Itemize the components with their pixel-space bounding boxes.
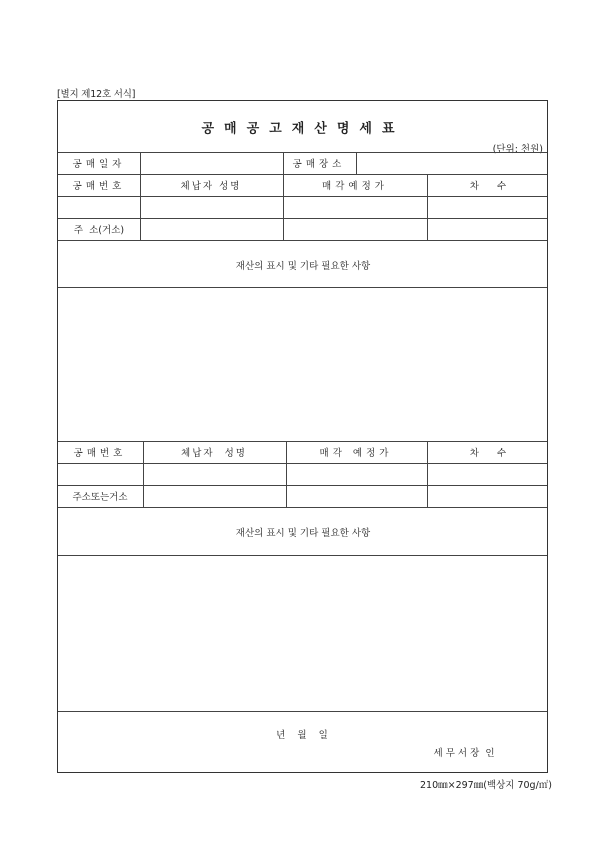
divider xyxy=(58,218,547,219)
auction-number-label: 공매번호 xyxy=(72,181,126,192)
divider xyxy=(356,152,357,174)
divider xyxy=(58,555,547,556)
divider xyxy=(140,174,141,240)
divider xyxy=(58,174,547,175)
planned-price-label: 매각예정가 xyxy=(322,181,388,192)
divider xyxy=(143,441,144,507)
divider xyxy=(283,174,284,240)
property-details-label-2: 재산의 표시 및 기타 필요한 사항 xyxy=(235,528,371,539)
form-number: [별지 제12호 서식] xyxy=(57,89,136,100)
form-title: 공매공고재산명세표 xyxy=(201,121,405,137)
divider xyxy=(427,441,428,507)
round-label: 차 수 xyxy=(469,181,507,192)
divider xyxy=(58,485,547,486)
divider xyxy=(58,441,547,442)
divider xyxy=(58,711,547,712)
divider xyxy=(283,152,284,174)
auction-place-label: 공매장소 xyxy=(292,159,346,170)
divider xyxy=(58,507,547,508)
address-label-2: 주소또는거소 xyxy=(72,492,128,503)
divider xyxy=(58,240,547,241)
property-statement-form xyxy=(57,100,548,773)
auction-date-label: 공매일자 xyxy=(72,159,126,170)
taxpayer-name-label-2: 체납자 성명 xyxy=(181,448,247,459)
divider xyxy=(58,463,547,464)
auction-number-label-2: 공매번호 xyxy=(73,448,127,459)
planned-price-label-2: 매각 예정가 xyxy=(319,448,393,459)
divider xyxy=(427,174,428,240)
unit-note: (단위: 천원) xyxy=(492,144,543,155)
property-details-label: 재산의 표시 및 기타 필요한 사항 xyxy=(235,261,371,272)
paper-spec: 210㎜×297㎜(백상지 70g/㎡) xyxy=(419,780,552,791)
address-label: 주 소(거소) xyxy=(73,225,125,236)
tax-office-signature: 세 무 서 장 인 xyxy=(433,748,495,759)
round-label-2: 차 수 xyxy=(469,448,507,459)
divider xyxy=(58,196,547,197)
divider xyxy=(58,152,547,153)
divider xyxy=(140,152,141,174)
date-line: 년 월 일 xyxy=(276,730,328,741)
divider xyxy=(286,441,287,507)
divider xyxy=(58,287,547,288)
taxpayer-name-label: 체납자 성명 xyxy=(180,181,242,192)
